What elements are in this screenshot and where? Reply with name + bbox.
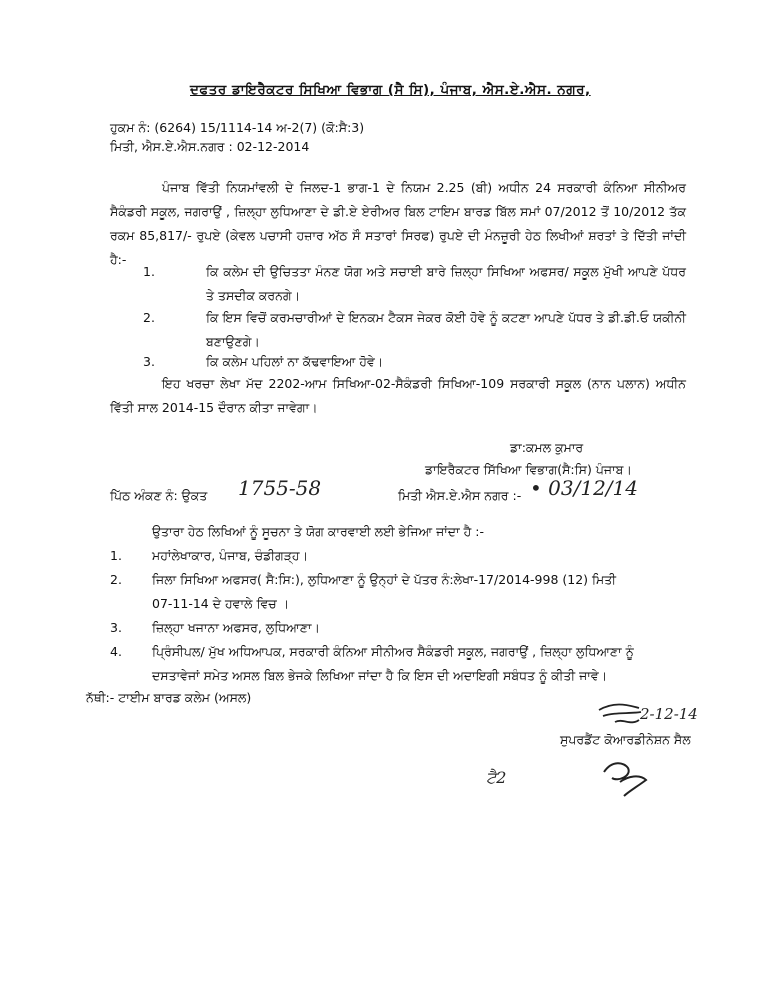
endorsement-date-label: ਮਿਤੀ ਐਸ.ਏ.ਐਸ ਨਗਰ :- <box>398 488 522 503</box>
condition-text: ਕਿ ਇਸ ਵਿਚੋਂ ਕਰਮਚਾਰੀਆਂ ਦੇ ਇਨਕਮ ਟੈਕਸ ਜੇਕਰ ਕੋਈ ਹੋਵੇ ਨੂੰ ਕਟਣਾ ਆਪਣੇ ਪੱਧਰ ਤੇ ਡੀ.ਡੀ.ਓ ਯਕੀਨੀ ਬਣਾਉਣਗੇ। <box>206 310 686 349</box>
signatory-name: ਡਾ:ਕਮਲ ਕੁਮਾਰ <box>510 440 584 455</box>
recipient-line: ਦਸਤਾਵੇਜਾਂ ਸਮੇਤ ਅਸਲ ਬਿਲ ਭੇਜਕੇ ਲਿਖਿਆ ਜਾਂਦਾ ਹੈ ਕਿ ਇਸ ਦੀ ਅਦਾਇਗੀ ਸਬੰਧਤ ਨੂੰ ਕੀਤੀ ਜਾਵੇ। <box>152 668 608 683</box>
distribution-intro: ਉਤਾਰਾ ਹੇਠ ਲਿਖਿਆਂ ਨੂੰ ਸੂਚਨਾ ਤੇ ਯੋਗ ਕਾਰਵਾਈ ਲਈ ਭੇਜਿਆ ਜਾਂਦਾ ਹੈ :- <box>152 524 485 539</box>
superintendent-signature <box>598 752 658 798</box>
order-number: ਹੁਕਮ ਨੰ: (6264) 15/1114-14 ਅ-2(7) (ਕੋ:ਸੈ:3) <box>110 120 365 135</box>
superintendent-designation: ਸੁਪਰਡੈਂਟ ਕੋਆਰਡੀਨੇਸ਼ਨ ਸੈਲ <box>560 732 691 747</box>
endorsement-label: ਪਿੱਠ ਅੰਕਣ ਨੰ: ਉਕਤ <box>110 488 208 503</box>
condition-text: ਕਿ ਕਲੇਮ ਦੀ ਉਚਿਤਤਾ ਮੰਨਣ ਯੋਗ ਅਤੇ ਸਚਾਈ ਬਾਰੇ ਜ਼ਿਲ੍ਹਾ ਸਿਖਿਆ ਅਫਸਰ/ ਸਕੂਲ ਮੁੱਖੀ ਆਪਣੇ ਪੱਧਰ ਤੇ ਤਸਦੀਕ ਕਰਨਗੇ। <box>206 264 686 303</box>
enclosure-note: ਨੱਥੀ:- ਟਾਈਮ ਬਾਰਡ ਕਲੇਮ (ਅਸਲ) <box>86 690 252 705</box>
condition-number: 1. <box>143 264 155 279</box>
condition-text: ਕਿ ਕਲੇਮ ਪਹਿਲਾਂ ਨਾ ਕੱਢਵਾਇਆ ਹੋਵੇ। <box>206 354 384 369</box>
condition-number: 3. <box>143 354 155 369</box>
order-date: ਮਿਤੀ, ਐਸ.ਏ.ਐਸ.ਨਗਰ : 02-12-2014 <box>110 139 310 154</box>
endorsement-date-handwritten: • 03/12/14 <box>530 476 638 500</box>
office-heading: ਦਫਤਰ ਡਾਇਰੈਕਟਰ ਸਿਖਿਆ ਵਿਭਾਗ (ਸੈ ਸਿ), ਪੰਜਾਬ, ਐਸ.ਏ.ਐਸ. ਨਗਰ, <box>190 82 591 98</box>
recipient-number: 1. <box>110 548 122 563</box>
recipient-line: ਜਿਲਾ ਸਿਖਿਆ ਅਫਸਰ( ਸੈ:ਸਿ:), ਲੁਧਿਆਣਾ ਨੂੰ ਉਨ੍ਹਾਂ ਦੇ ਪੱਤਰ ਨੰ:ਲੇਖਾ-17/2014-998 (12) ਮਿਤੀ <box>152 572 617 587</box>
recipient-number: 2. <box>110 572 122 587</box>
recipient-line: ਪ੍ਰਿੰਸੀਪਲ/ ਮੁੱਖ ਅਧਿਆਪਕ, ਸਰਕਾਰੀ ਕੰਨਿਆ ਸੀਨੀਅਰ ਸੈਕੰਡਰੀ ਸਕੂਲ, ਜਗਰਾਉਂ , ਜ਼ਿਲ੍ਹਾ ਲੁਧਿਆਣਾ ਨੂੰ <box>152 644 634 659</box>
expenditure-paragraph: ਇਹ ਖਰਚਾ ਲੇਖਾ ਮੱਦ 2202-ਆਮ ਸਿਖਿਆ-02-ਸੈਕੰਡਰੀ ਸਿਖਿਆ-109 ਸਰਕਾਰੀ ਸਕੂਲ (ਨਾਨ ਪਲਾਨ) ਅਧੀਨ ਵਿੱਤੀ ਸਾਲ 2014-15 ਦੌਰਾਨ ਕੀਤਾ ਜਾਵੇਗਾ। <box>110 376 686 415</box>
recipient-number: 4. <box>110 644 122 659</box>
sanction-paragraph: ਪੰਜਾਬ ਵਿੱਤੀ ਨਿਯਮਾਂਵਲੀ ਦੇ ਜਿਲਦ-1 ਭਾਗ-1 ਦੇ ਨਿਯਮ 2.25 (ਬੀ) ਅਧੀਨ 24 ਸਰਕਾਰੀ ਕੰਨਿਆ ਸੀਨੀਅਰ ਸੈਕੰਡਰੀ ਸਕੂਲ, ਜਗਰਾਉਂ , ਜ਼ਿਲ੍ਹਾ ਲੁਧਿਆਣਾ ਦੇ ਡੀ.ਏ ਏਰੀਅਰ ਬਿਲ ਟਾਇਮ ਬਾਰਡ ਬਿੱਲ ਸਮਾਂ 07/2012 ਤੋਂ 10/2012 ਤੱਕ ਰਕਮ 85,817/- ਰੁਪਏ (ਕੇਵਲ ਪਚਾਸੀ ਹਜ਼ਾਰ ਅੱਠ ਸੌ ਸਤਾਰਾਂ ਸਿਰਫ) ਰੁਪਏ ਦੀ ਮੰਨਜ਼ੂਰੀ ਹੇਠ ਲਿਖੀਆਂ ਸ਼ਰਤਾਂ ਤੇ ਦਿੱਤੀ ਜਾਂਦੀ ਹੈ:- <box>110 180 686 267</box>
handwritten-mark: ਟੈ2 <box>486 768 507 787</box>
recipient-line: ਜ਼ਿਲ੍ਹਾ ਖਜਾਨਾ ਅਫਸਰ, ਲੁਧਿਆਣਾ। <box>152 620 320 635</box>
signatory-designation: ਡਾਇਰੈਕਟਰ ਸਿੱਖਿਆ ਵਿਭਾਗ(ਸੈ:ਸਿ) ਪੰਜਾਬ। <box>425 462 632 477</box>
initials-date: 2-12-14 <box>640 705 698 723</box>
condition-number: 2. <box>143 310 155 325</box>
recipient-line: ਮਹਾਂਲੇਖਾਕਾਰ, ਪੰਜਾਬ, ਚੰਡੀਗੜ੍ਹ। <box>152 548 309 563</box>
endorsement-number-handwritten: 1755-58 <box>238 476 322 500</box>
recipient-line: 07-11-14 ਦੇ ਹਵਾਲੇ ਵਿਚ । <box>152 596 290 611</box>
recipient-number: 3. <box>110 620 122 635</box>
